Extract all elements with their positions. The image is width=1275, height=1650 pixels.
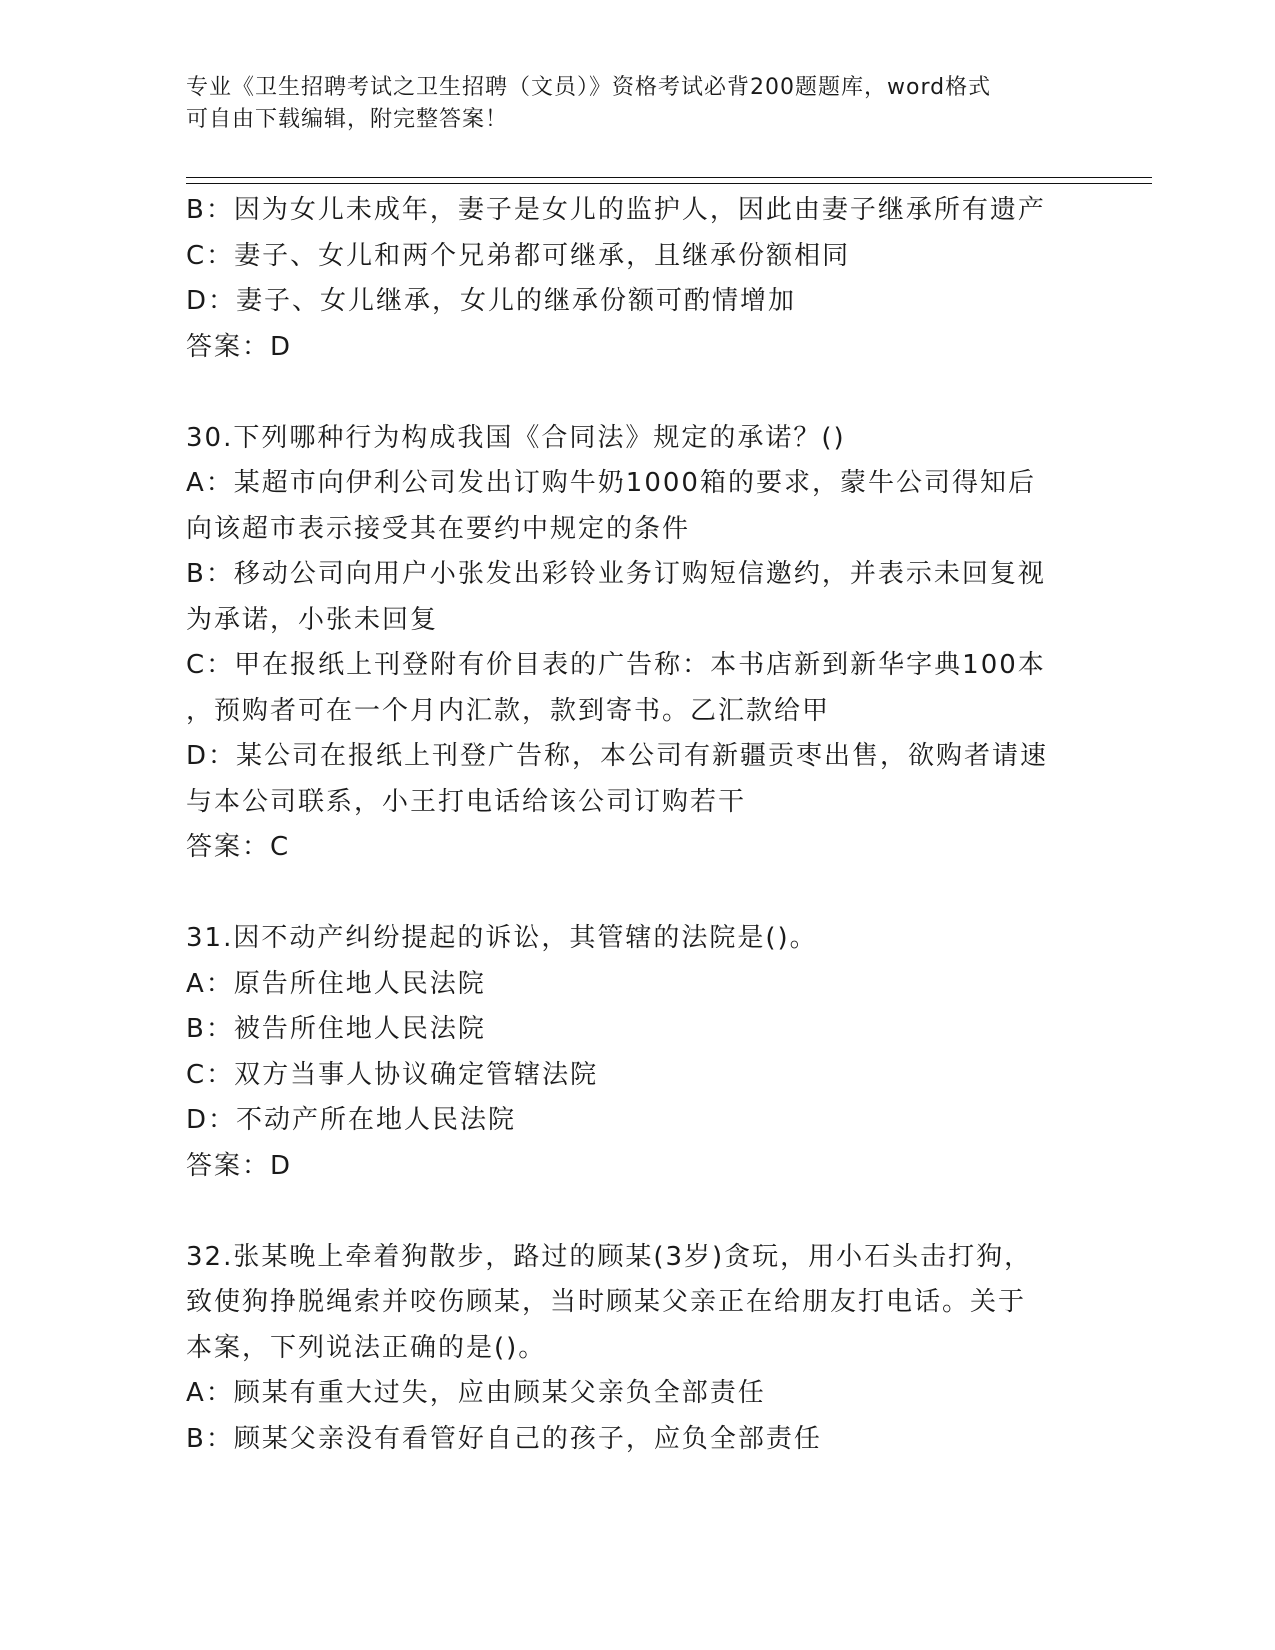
option-c: C：甲在报纸上刊登附有价目表的广告称：本书店新到新华字典100本 [186,650,1046,680]
question-30 [186,416,1086,871]
question-stem: 32.张某晚上牵着狗散步，路过的顾某(3岁)贪玩，用小石头击打狗， [186,1241,1033,1272]
option-b-continued: 为承诺，小张未回复 [186,604,439,635]
spacer [186,871,1086,917]
option-d: D：妻子、女儿继承，女儿的继承份额可酌情增加 [186,286,797,316]
spacer [186,1189,1086,1235]
answer: 答案：D [186,331,293,362]
option-d-continued: 与本公司联系，小王打电话给该公司订购若干 [186,786,747,817]
question-29-tail [186,188,1086,370]
spacer [186,370,1086,416]
option-a: A：某超市向伊利公司发出订购牛奶1000箱的要求，蒙牛公司得知后 [186,468,1036,498]
option-a: A：原告所住地人民法院 [186,968,486,999]
option-b: B：顾某父亲没有看管好自己的孩子，应负全部责任 [186,1423,822,1454]
question-stem-continued: 致使狗挣脱绳索并咬伤顾某，当时顾某父亲正在给朋友打电话。关于 [186,1287,1027,1317]
question-stem: 30.下列哪种行为构成我国《合同法》规定的承诺？() [186,422,846,453]
option-d: D：不动产所在地人民法院 [186,1105,517,1135]
question-32 [186,1235,1086,1463]
option-a: A：顾某有重大过失，应由顾某父亲负全部责任 [186,1378,766,1408]
header-divider-bottom [186,183,1152,184]
question-stem-continued: 本案，下列说法正确的是()。 [186,1332,547,1363]
header-divider-top [186,177,1152,178]
header-line-2: 可自由下载编辑，附完整答案！ [186,107,509,132]
header-line-1: 专业《卫生招聘考试之卫生招聘（文员）》资格考试必背200题题库，word格式 [186,75,992,100]
option-a-continued: 向该超市表示接受其在要约中规定的条件 [186,513,691,544]
document-header [186,72,1076,136]
question-31 [186,916,1086,1189]
option-c: C：妻子、女儿和两个兄弟都可继承，且继承份额相同 [186,240,851,271]
question-content [186,188,1086,1462]
option-b: B：因为女儿未成年，妻子是女儿的监护人，因此由妻子继承所有遗产 [186,195,1046,225]
option-c: C：双方当事人协议确定管辖法院 [186,1059,599,1090]
answer: 答案：C [186,832,291,862]
option-c-continued: ，预购者可在一个月内汇款，款到寄书。乙汇款给甲 [186,695,831,726]
option-d: D：某公司在报纸上刊登广告称，本公司有新疆贡枣出售，欲购者请速 [186,741,1049,771]
answer: 答案：D [186,1150,293,1181]
option-b: B：被告所住地人民法院 [186,1014,486,1044]
option-b: B：移动公司向用户小张发出彩铃业务订购短信邀约，并表示未回复视 [186,559,1046,589]
question-stem: 31.因不动产纠纷提起的诉讼，其管辖的法院是()。 [186,923,818,953]
